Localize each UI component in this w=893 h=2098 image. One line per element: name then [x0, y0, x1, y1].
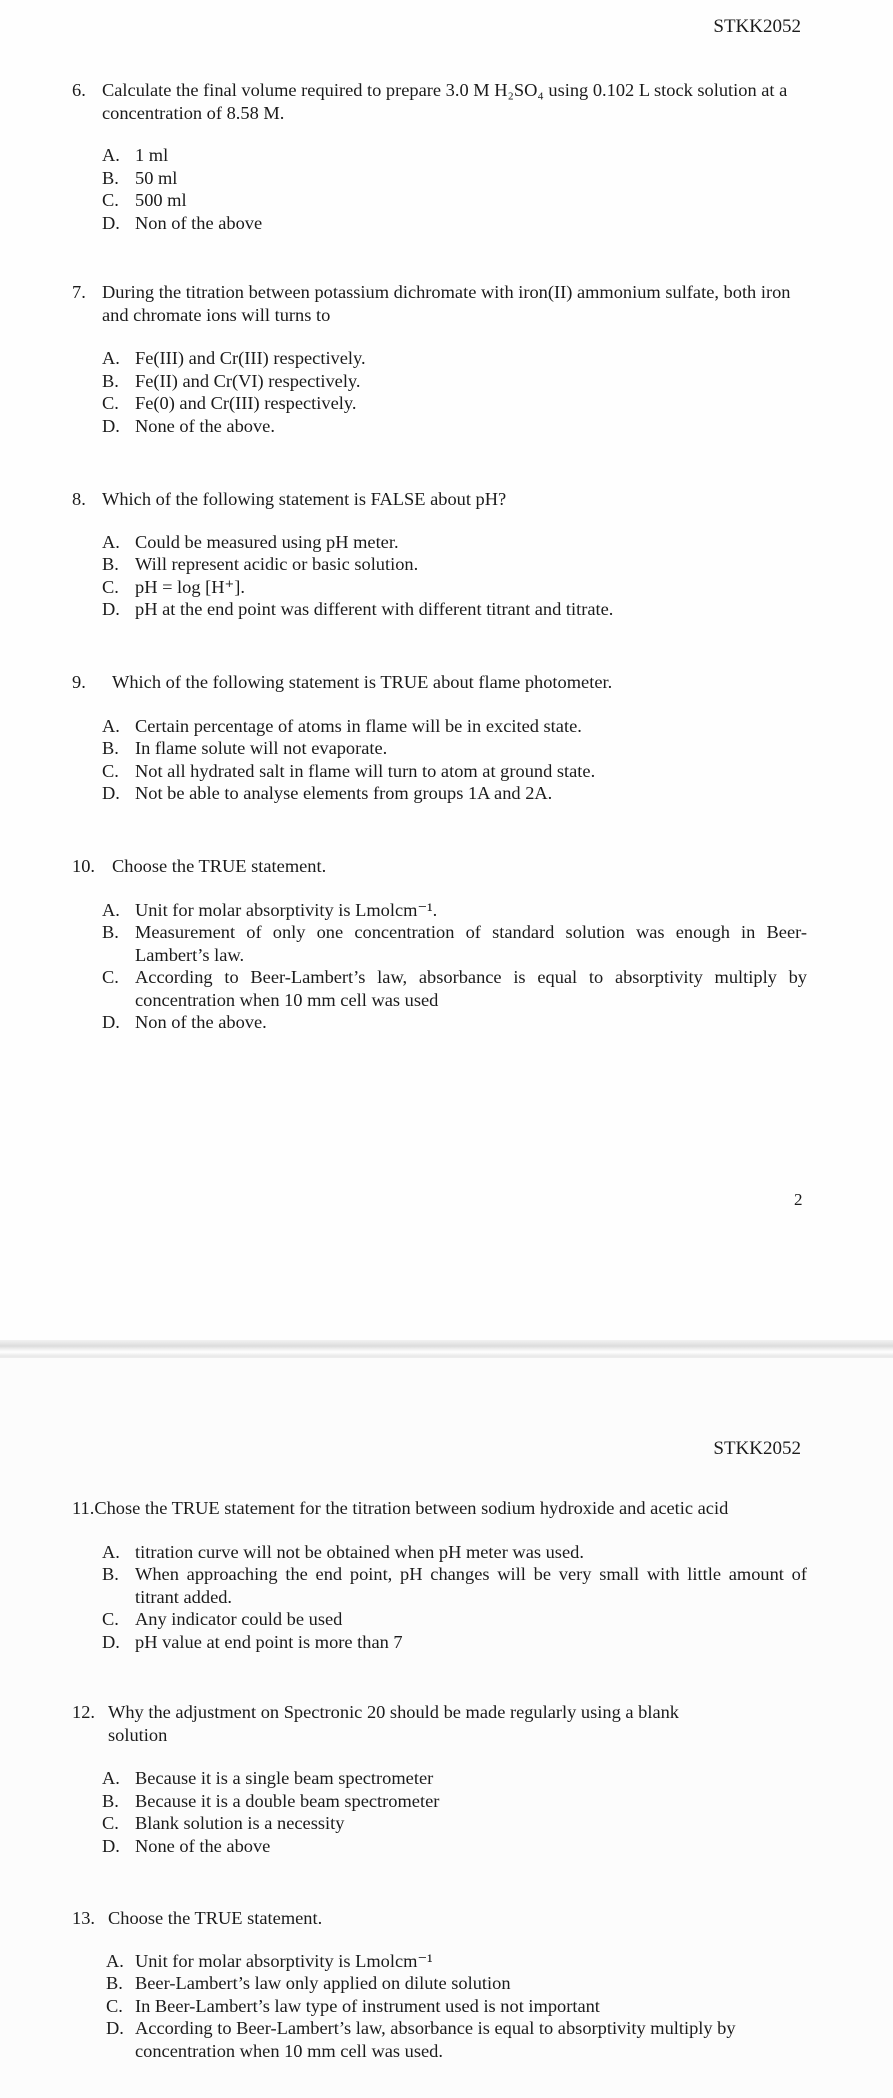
- question-text: [72, 1497, 807, 1520]
- options-list: [72, 347, 807, 437]
- question-body: Which of the following statement is TRUE about flame photometer.: [112, 672, 613, 692]
- option-letter: D.: [102, 212, 120, 233]
- option-text: Fe(II) and Cr(VI) respectively.: [135, 370, 361, 391]
- option-b[interactable]: [102, 553, 807, 576]
- question-text: [72, 1701, 742, 1746]
- option-text: pH at the end point was different with different titrant and titrate.: [135, 599, 614, 619]
- question-body: Choose the TRUE statement.: [108, 1908, 323, 1928]
- options-list: [72, 1950, 752, 2063]
- option-text: None of the above.: [135, 415, 275, 436]
- question-number: 7.: [72, 282, 86, 302]
- option-text: Non of the above: [135, 212, 263, 233]
- option-letter: B.: [106, 1973, 123, 1993]
- option-letter: C.: [102, 967, 119, 987]
- option-text: Non of the above.: [135, 1012, 267, 1032]
- option-text: Fe(III) and Cr(III) respectively.: [135, 348, 366, 368]
- question-body: Which of the following statement is FALSE about pH?: [102, 489, 507, 509]
- question-body: Calculate the final volume required to prepare 3.0 M H₂SO₄ using 0.102 L stock solution at a concentration of 8.58 M.: [102, 80, 788, 123]
- option-text: Fe(0) and Cr(III) respectively.: [135, 393, 357, 413]
- option-letter: D.: [102, 599, 120, 619]
- option-text: According to Beer-Lambert’s law, absorbance is equal to absorptivity multiply by concentration when 10 mm cell was used.: [135, 2018, 736, 2061]
- question-number: 8.: [72, 489, 86, 509]
- question-7: [72, 281, 807, 437]
- question-number: 10.: [72, 856, 95, 876]
- option-text: Because it is a double beam spectrometer: [135, 1790, 440, 1811]
- options-list: [72, 531, 807, 621]
- option-b[interactable]: [102, 1790, 742, 1813]
- option-a[interactable]: [102, 531, 807, 554]
- option-text: Not all hydrated salt in flame will turn to atom at ground state.: [135, 760, 596, 781]
- option-a[interactable]: [102, 899, 807, 922]
- option-text: Unit for molar absorptivity is Lmolcm⁻¹: [135, 1950, 433, 1971]
- option-d[interactable]: [102, 1011, 807, 1034]
- option-letter: A.: [102, 1541, 120, 1562]
- question-6: [72, 79, 807, 234]
- option-letter: C.: [102, 1609, 119, 1629]
- option-letter: C.: [102, 393, 119, 413]
- option-text: pH = log [H⁺].: [135, 576, 245, 597]
- question-text: [72, 488, 807, 511]
- question-body: Why the adjustment on Spectronic 20 should be made regularly using a blank solution: [108, 1702, 679, 1745]
- option-a[interactable]: [102, 347, 807, 370]
- option-letter: D.: [106, 2018, 124, 2038]
- options-list: [72, 1767, 742, 1857]
- option-letter: D.: [102, 783, 120, 803]
- option-b[interactable]: [102, 737, 807, 760]
- option-text: In flame solute will not evaporate.: [135, 738, 388, 758]
- option-c[interactable]: [102, 1608, 807, 1631]
- course-code: STKK2052: [713, 16, 801, 37]
- exam-page-2: [0, 1358, 893, 2098]
- question-8: [72, 488, 807, 621]
- option-letter: D.: [102, 415, 120, 436]
- question-number: 11.: [72, 1498, 95, 1518]
- question-text: [72, 79, 807, 124]
- option-c[interactable]: [102, 576, 807, 599]
- option-b[interactable]: [102, 370, 807, 393]
- course-code: STKK2052: [713, 1438, 801, 1459]
- question-text: [72, 1907, 752, 1930]
- option-c[interactable]: [106, 1995, 752, 2018]
- option-d[interactable]: [106, 2017, 752, 2062]
- option-text: In Beer-Lambert’s law type of instrument used is not important: [135, 1995, 600, 2016]
- question-text: [72, 855, 807, 878]
- option-b[interactable]: [106, 1972, 752, 1995]
- option-d[interactable]: [102, 1631, 807, 1654]
- option-a[interactable]: [102, 1541, 807, 1564]
- option-letter: B.: [102, 738, 119, 758]
- option-text: Blank solution is a necessity: [135, 1813, 345, 1833]
- option-letter: B.: [102, 167, 119, 188]
- option-letter: B.: [102, 1564, 119, 1584]
- option-letter: A.: [102, 1768, 120, 1788]
- option-b[interactable]: [102, 921, 807, 966]
- option-letter: C.: [102, 1813, 119, 1833]
- question-number: 12.: [72, 1702, 95, 1722]
- question-12: [72, 1701, 742, 1857]
- question-10: [72, 855, 807, 1034]
- question-11: [72, 1497, 807, 1653]
- option-d[interactable]: [102, 598, 807, 621]
- option-letter: D.: [102, 1835, 120, 1856]
- question-number: 9.: [72, 672, 86, 692]
- question-body: Choose the TRUE statement.: [112, 856, 327, 876]
- option-a[interactable]: [106, 1950, 752, 1973]
- option-letter: A.: [102, 145, 120, 165]
- option-c[interactable]: [102, 1812, 742, 1835]
- option-letter: A.: [102, 531, 120, 552]
- option-text: Could be measured using pH meter.: [135, 531, 399, 552]
- option-letter: C.: [102, 760, 119, 781]
- option-letter: A.: [102, 899, 120, 920]
- option-text: 1 ml: [135, 145, 169, 165]
- question-text: [72, 671, 807, 694]
- question-body: Chose the TRUE statement for the titration between sodium hydroxide and acetic acid: [94, 1498, 729, 1518]
- option-letter: C.: [102, 190, 119, 210]
- option-text: Unit for molar absorptivity is Lmolcm⁻¹.: [135, 899, 438, 920]
- option-letter: B.: [102, 554, 119, 574]
- option-text: Beer-Lambert’s law only applied on dilute solution: [135, 1973, 511, 1993]
- option-a[interactable]: [102, 715, 807, 738]
- option-letter: B.: [102, 922, 119, 942]
- option-letter: A.: [102, 715, 120, 736]
- options-list: [72, 715, 807, 805]
- options-list: [72, 144, 807, 234]
- options-list: [72, 1541, 807, 1654]
- option-letter: A.: [102, 348, 120, 368]
- option-text: Certain percentage of atoms in flame will be in excited state.: [135, 715, 582, 736]
- page-number: 2: [794, 1190, 803, 1209]
- option-letter: C.: [102, 576, 119, 597]
- option-letter: A.: [106, 1950, 124, 1971]
- option-letter: B.: [102, 370, 119, 391]
- option-c[interactable]: [102, 189, 807, 212]
- option-letter: B.: [102, 1790, 119, 1811]
- option-d[interactable]: [102, 212, 807, 235]
- option-b[interactable]: [102, 1563, 807, 1608]
- option-letter: D.: [102, 1012, 120, 1032]
- question-13: [72, 1907, 752, 2062]
- option-a[interactable]: [102, 144, 807, 167]
- option-text: Any indicator could be used: [135, 1609, 343, 1629]
- option-a[interactable]: [102, 1767, 742, 1790]
- option-letter: C.: [106, 1995, 123, 2016]
- option-text: titration curve will not be obtained when pH meter was used.: [135, 1541, 584, 1562]
- question-body: During the titration between potassium dichromate with iron(II) ammonium sulfate, both iron and chromate ions will turns to: [102, 282, 791, 325]
- option-text: Not be able to analyse elements from groups 1A and 2A.: [135, 783, 553, 803]
- option-b[interactable]: [102, 167, 807, 190]
- option-d[interactable]: [102, 782, 807, 805]
- option-d[interactable]: [102, 415, 807, 438]
- option-text: Because it is a single beam spectrometer: [135, 1768, 434, 1788]
- option-c[interactable]: [102, 966, 807, 1011]
- option-text: pH value at end point is more than 7: [135, 1631, 403, 1652]
- option-text: Will represent acidic or basic solution.: [135, 554, 419, 574]
- option-d[interactable]: [102, 1835, 742, 1858]
- question-9: [72, 671, 807, 805]
- question-number: 6.: [72, 80, 86, 100]
- option-c[interactable]: [102, 760, 807, 783]
- option-c[interactable]: [102, 392, 807, 415]
- option-text: Measurement of only one concentration of standard solution was enough in Beer-Lambert’s law.: [135, 922, 807, 965]
- question-number: 13.: [72, 1908, 95, 1928]
- option-text: According to Beer-Lambert’s law, absorbance is equal to absorptivity multiply by concentration when 10 mm cell was used: [135, 967, 807, 1010]
- option-text: When approaching the end point, pH changes will be very small with little amount of titrant added.: [135, 1564, 807, 1607]
- options-list: [72, 899, 807, 1034]
- option-letter: D.: [102, 1631, 120, 1652]
- option-text: 50 ml: [135, 167, 178, 188]
- option-text: 500 ml: [135, 190, 187, 210]
- option-text: None of the above: [135, 1835, 271, 1856]
- question-text: [72, 281, 807, 326]
